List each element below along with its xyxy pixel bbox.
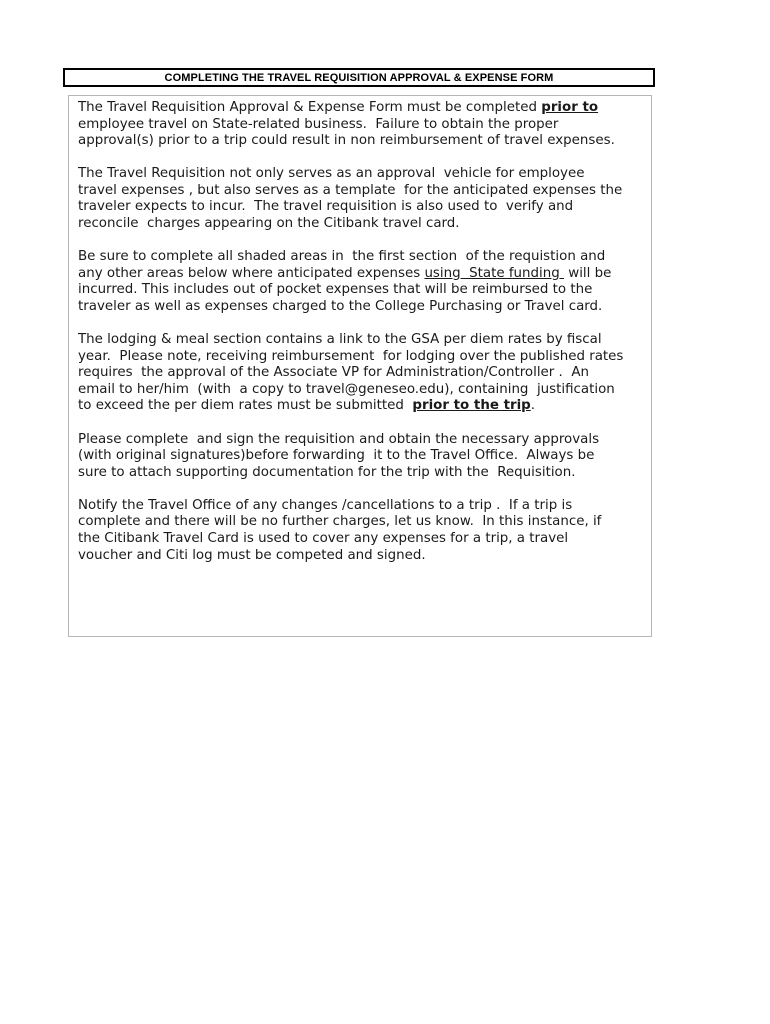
paragraph-1-rest: employee travel on State-related business. Failure to obtain the proper approval(s) prior to a trip could result in non reimbursement of travel expenses. (78, 116, 615, 149)
paragraph-3-text: Be sure to complete all shaded areas in the first section of the requistion and any other areas below where anticipated expenses (78, 249, 606, 281)
paragraph-lodging-meal (78, 332, 643, 415)
prior-to-trip-emphasis: prior to the trip (412, 398, 531, 414)
paragraph-4-rest: . (530, 398, 536, 414)
paragraph-4-text: The lodging & meal section contains a link to the GSA per diem rates by fiscal year. Please note, receiving reimbursement for lodging over the published rates requires the approval of the Associate VP for Administration/Controller . An email to her/him (with a copy to travel@geneseo.edu), containing justification to exceed the per diem rates must be submitted (78, 332, 624, 414)
paragraph-1-text: The Travel Requisition Approval & Expense Form must be completed (78, 100, 542, 115)
document-title-bar (63, 68, 655, 87)
instructions-box (68, 95, 652, 637)
paragraph-3-rest: will be incurred. This includes out of pocket expenses that will be reimbursed to the traveler as well as expenses charged to the College Purchasing or Travel card. (78, 265, 612, 314)
paragraph-prior-to (78, 100, 643, 150)
paragraph-requisition-purpose: The Travel Requisition not only serves as an approval vehicle for employee travel expenses , but also serves as a template for the anticipated expenses the traveler expects to incur. The travel requisition is also used to verify and reconcile charges appearing on the Citibank travel card. (78, 166, 623, 232)
paragraph-shaded-areas (78, 249, 643, 315)
prior-to-emphasis: prior to (541, 100, 599, 115)
document-title: COMPLETING THE TRAVEL REQUISITION APPROVAL & EXPENSE FORM (164, 71, 554, 84)
state-funding-emphasis: using State funding (424, 265, 564, 281)
paragraph-notify-changes: Notify the Travel Office of any changes /cancellations to a trip . If a trip is complete and there will be no further charges, let us know. In this instance, if the Citibank Travel Card is used to cover any expenses for a trip, a travel voucher and Citi log must be competed and signed. (78, 497, 602, 563)
paragraph-signatures: Please complete and sign the requisition and obtain the necessary approvals (with original signatures)before forwarding it to the Travel Office. Always be sure to attach supporting documentation for the trip with the Requisition. (78, 431, 600, 480)
